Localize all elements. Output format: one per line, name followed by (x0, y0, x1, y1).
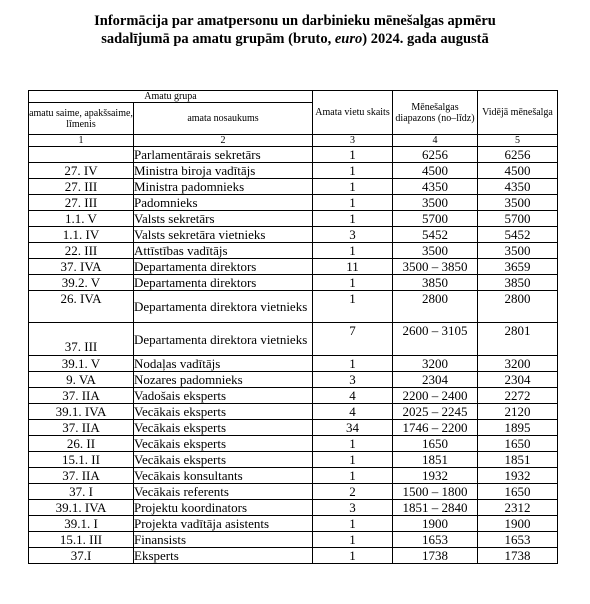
cell-level: 27. IV (29, 163, 134, 179)
cell-level (29, 147, 134, 163)
cell-average: 1900 (478, 516, 558, 532)
cell-count: 1 (313, 436, 393, 452)
cell-position: Departamenta direktora vietnieks (134, 291, 313, 323)
cell-level: 37. IIA (29, 468, 134, 484)
cell-average: 1932 (478, 468, 558, 484)
cell-range: 2304 (393, 372, 478, 388)
title-line-2-pre: sadalījumā pa amatu grupām (bruto, (101, 31, 335, 47)
cell-average: 1653 (478, 532, 558, 548)
cell-position: Valsts sekretāra vietnieks (134, 227, 313, 243)
cell-average: 4350 (478, 179, 558, 195)
cell-range: 1851 (393, 452, 478, 468)
title-line-2 (0, 30, 590, 48)
cell-range: 1932 (393, 468, 478, 484)
table-row (29, 404, 558, 420)
cell-range: 5700 (393, 211, 478, 227)
cell-average: 2312 (478, 500, 558, 516)
cell-range: 2200 – 2400 (393, 388, 478, 404)
cell-position: Finansists (134, 532, 313, 548)
cell-position: Vecākais eksperts (134, 404, 313, 420)
title-line-1: Informācija par amatpersonu un darbinieku mēnešalgas apmēru (94, 13, 496, 29)
cell-position: Vecākais eksperts (134, 420, 313, 436)
cell-range: 1500 – 1800 (393, 484, 478, 500)
cell-count: 11 (313, 259, 393, 275)
table-row (29, 388, 558, 404)
cell-average: 1895 (478, 420, 558, 436)
cell-level: 37. I (29, 484, 134, 500)
cell-count: 34 (313, 420, 393, 436)
header-range: Mēnešalgas diapazons (no–līdz) (393, 91, 478, 135)
cell-count: 3 (313, 372, 393, 388)
cell-range: 1650 (393, 436, 478, 452)
cell-level: 27. III (29, 195, 134, 211)
table-row (29, 211, 558, 227)
cell-range: 3850 (393, 275, 478, 291)
cell-count: 1 (313, 468, 393, 484)
cell-position: Eksperts (134, 548, 313, 564)
cell-range: 5452 (393, 227, 478, 243)
cell-count: 1 (313, 548, 393, 564)
header-number-5: 5 (478, 135, 558, 147)
cell-level: 37.I (29, 548, 134, 564)
cell-level: 37. IIA (29, 420, 134, 436)
cell-count: 1 (313, 163, 393, 179)
cell-position: Vecākais konsultants (134, 468, 313, 484)
cell-average: 2304 (478, 372, 558, 388)
header-average: Vidējā mēnešalga (478, 91, 558, 135)
cell-range: 3200 (393, 356, 478, 372)
cell-level: 39.1. V (29, 356, 134, 372)
header-number-3: 3 (313, 135, 393, 147)
table-row (29, 452, 558, 468)
cell-average: 1738 (478, 548, 558, 564)
cell-count: 1 (313, 291, 393, 323)
cell-count: 1 (313, 243, 393, 259)
cell-level: 27. III (29, 179, 134, 195)
cell-level: 9. VA (29, 372, 134, 388)
cell-level: 15.1. III (29, 532, 134, 548)
title-line-2-post: ) 2024. gada augustā (362, 31, 489, 47)
cell-count: 1 (313, 211, 393, 227)
cell-position: Ministra padomnieks (134, 179, 313, 195)
cell-range: 3500 (393, 243, 478, 259)
cell-count: 1 (313, 179, 393, 195)
cell-level: 26. II (29, 436, 134, 452)
cell-count: 3 (313, 500, 393, 516)
table-row (29, 356, 558, 372)
cell-average: 3850 (478, 275, 558, 291)
table-row (29, 147, 558, 163)
cell-position: Vecākais eksperts (134, 436, 313, 452)
cell-position: Projektu koordinators (134, 500, 313, 516)
header-number-4: 4 (393, 135, 478, 147)
cell-level: 37. III (29, 323, 134, 356)
cell-position: Nozares padomnieks (134, 372, 313, 388)
cell-position: Attīstības vadītājs (134, 243, 313, 259)
table-row (29, 420, 558, 436)
cell-average: 3200 (478, 356, 558, 372)
cell-position: Vadošais eksperts (134, 388, 313, 404)
cell-count: 4 (313, 388, 393, 404)
header-group: Amatu grupa (29, 91, 313, 103)
cell-average: 3500 (478, 243, 558, 259)
cell-level: 22. III (29, 243, 134, 259)
salary-table (28, 90, 558, 564)
cell-position: Departamenta direktors (134, 259, 313, 275)
header-number-2: 2 (134, 135, 313, 147)
cell-position: Projekta vadītāja asistents (134, 516, 313, 532)
cell-average: 1851 (478, 452, 558, 468)
cell-range: 2800 (393, 291, 478, 323)
cell-level: 26. IVA (29, 291, 134, 323)
table-row (29, 163, 558, 179)
cell-range: 1851 – 2840 (393, 500, 478, 516)
cell-position: Padomnieks (134, 195, 313, 211)
table-row (29, 323, 558, 356)
cell-count: 1 (313, 195, 393, 211)
cell-average: 5452 (478, 227, 558, 243)
table-row (29, 548, 558, 564)
cell-average: 3500 (478, 195, 558, 211)
cell-average: 2272 (478, 388, 558, 404)
cell-range: 4500 (393, 163, 478, 179)
cell-level: 1.1. IV (29, 227, 134, 243)
table-row (29, 516, 558, 532)
cell-range: 2025 – 2245 (393, 404, 478, 420)
cell-average: 3659 (478, 259, 558, 275)
cell-range: 2600 – 3105 (393, 323, 478, 356)
cell-count: 1 (313, 516, 393, 532)
cell-average: 1650 (478, 484, 558, 500)
cell-average: 2801 (478, 323, 558, 356)
cell-level: 39.1. I (29, 516, 134, 532)
table-row (29, 500, 558, 516)
table-row (29, 372, 558, 388)
header-number-1: 1 (29, 135, 134, 147)
cell-average: 4500 (478, 163, 558, 179)
header-count: Amata vietu skaits (313, 91, 393, 135)
table-row (29, 291, 558, 323)
cell-count: 2 (313, 484, 393, 500)
cell-level: 15.1. II (29, 452, 134, 468)
cell-position: Valsts sekretārs (134, 211, 313, 227)
cell-average: 6256 (478, 147, 558, 163)
cell-range: 4350 (393, 179, 478, 195)
document-title (0, 12, 590, 48)
cell-level: 39.1. IVA (29, 500, 134, 516)
cell-level: 39.1. IVA (29, 404, 134, 420)
cell-position: Parlamentārais sekretārs (134, 147, 313, 163)
table-row (29, 532, 558, 548)
cell-position: Departamenta direktors (134, 275, 313, 291)
cell-position: Vecākais referents (134, 484, 313, 500)
cell-level: 1.1. V (29, 211, 134, 227)
table-row (29, 468, 558, 484)
cell-count: 1 (313, 532, 393, 548)
cell-level: 39.2. V (29, 275, 134, 291)
table-row (29, 484, 558, 500)
table-row (29, 195, 558, 211)
cell-count: 4 (313, 404, 393, 420)
cell-range: 1653 (393, 532, 478, 548)
cell-count: 7 (313, 323, 393, 356)
table-row (29, 436, 558, 452)
cell-level: 37. IIA (29, 388, 134, 404)
cell-average: 2120 (478, 404, 558, 420)
cell-count: 1 (313, 275, 393, 291)
cell-position: Nodaļas vadītājs (134, 356, 313, 372)
cell-range: 1738 (393, 548, 478, 564)
cell-range: 3500 (393, 195, 478, 211)
table-row (29, 275, 558, 291)
table-row (29, 243, 558, 259)
cell-position: Departamenta direktora vietnieks (134, 323, 313, 356)
table-row (29, 227, 558, 243)
title-line-2-italic: euro (334, 31, 363, 47)
cell-count: 3 (313, 227, 393, 243)
cell-position: Ministra biroja vadītājs (134, 163, 313, 179)
header-level: amatu saime, apakšsaime, līmenis (29, 103, 134, 135)
cell-average: 5700 (478, 211, 558, 227)
cell-range: 1746 – 2200 (393, 420, 478, 436)
cell-range: 3500 – 3850 (393, 259, 478, 275)
cell-level: 37. IVA (29, 259, 134, 275)
cell-range: 1900 (393, 516, 478, 532)
table-row (29, 179, 558, 195)
cell-count: 1 (313, 452, 393, 468)
header-position: amata nosaukums (134, 103, 313, 135)
cell-count: 1 (313, 147, 393, 163)
cell-range: 6256 (393, 147, 478, 163)
cell-count: 1 (313, 356, 393, 372)
cell-average: 2800 (478, 291, 558, 323)
cell-average: 1650 (478, 436, 558, 452)
cell-position: Vecākais eksperts (134, 452, 313, 468)
table-row (29, 259, 558, 275)
